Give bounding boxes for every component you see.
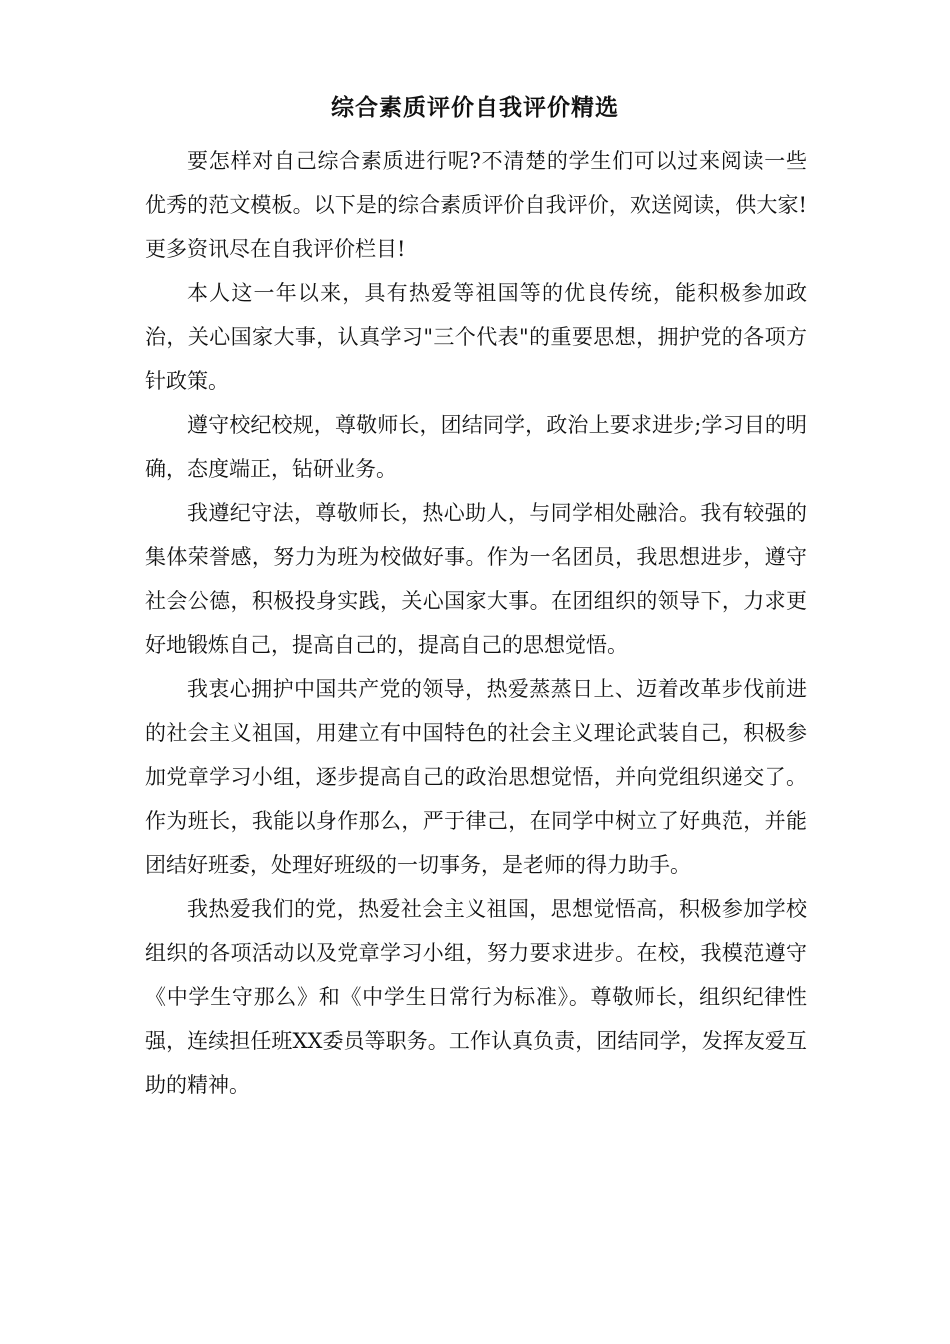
paragraph-2: 本人这一年以来，具有热爱等祖国等的优良传统，能积极参加政治，关心国家大事，认真学习"三个代表"的重要思想，拥护党的各项方针政策。 (145, 281, 807, 393)
document-title: 综合素质评价自我评价精选 (331, 94, 619, 121)
paragraph-1: 要怎样对自己综合素质进行呢?不清楚的学生们可以过来阅读一些优秀的范文模板。以下是的综合素质评价自我评价，欢送阅读，供大家!更多资讯尽在自我评价栏目! (145, 149, 807, 261)
paragraph-5: 我衷心拥护中国共产党的领导，热爱蒸蒸日上、迈着改革步伐前进的社会主义祖国，用建立有中国特色的社会主义理论武装自己，积极参加党章学习小组，逐步提高自己的政治思想觉悟，并向党组织递交了。作为班长，我能以身作那么，严于律己，在同学中树立了好典范，并能团结好班委，处理好班级的一切事务，是老师的得力助手。 (145, 677, 807, 877)
paragraph-6: 我热爱我们的党，热爱社会主义祖国，思想觉悟高，积极参加学校组织的各项活动以及党章学习小组，努力要求进步。在校，我模范遵守《中学生守那么》和《中学生日常行为标准》。尊敬师长，组织纪律性强，连续担任班XX委员等职务。工作认真负责，团结同学，发挥友爱互助的精神。 (145, 897, 807, 1097)
paragraph-3: 遵守校纪校规，尊敬师长，团结同学，政治上要求进步;学习目的明确，态度端正，钻研业务。 (145, 413, 807, 481)
document-body (145, 139, 807, 1107)
paragraph-4: 我遵纪守法，尊敬师长，热心助人，与同学相处融洽。我有较强的集体荣誉感，努力为班为校做好事。作为一名团员，我思想进步，遵守社会公德，积极投身实践，关心国家大事。在团组织的领导下，力求更好地锻炼自己，提高自己的，提高自己的思想觉悟。 (145, 501, 807, 657)
